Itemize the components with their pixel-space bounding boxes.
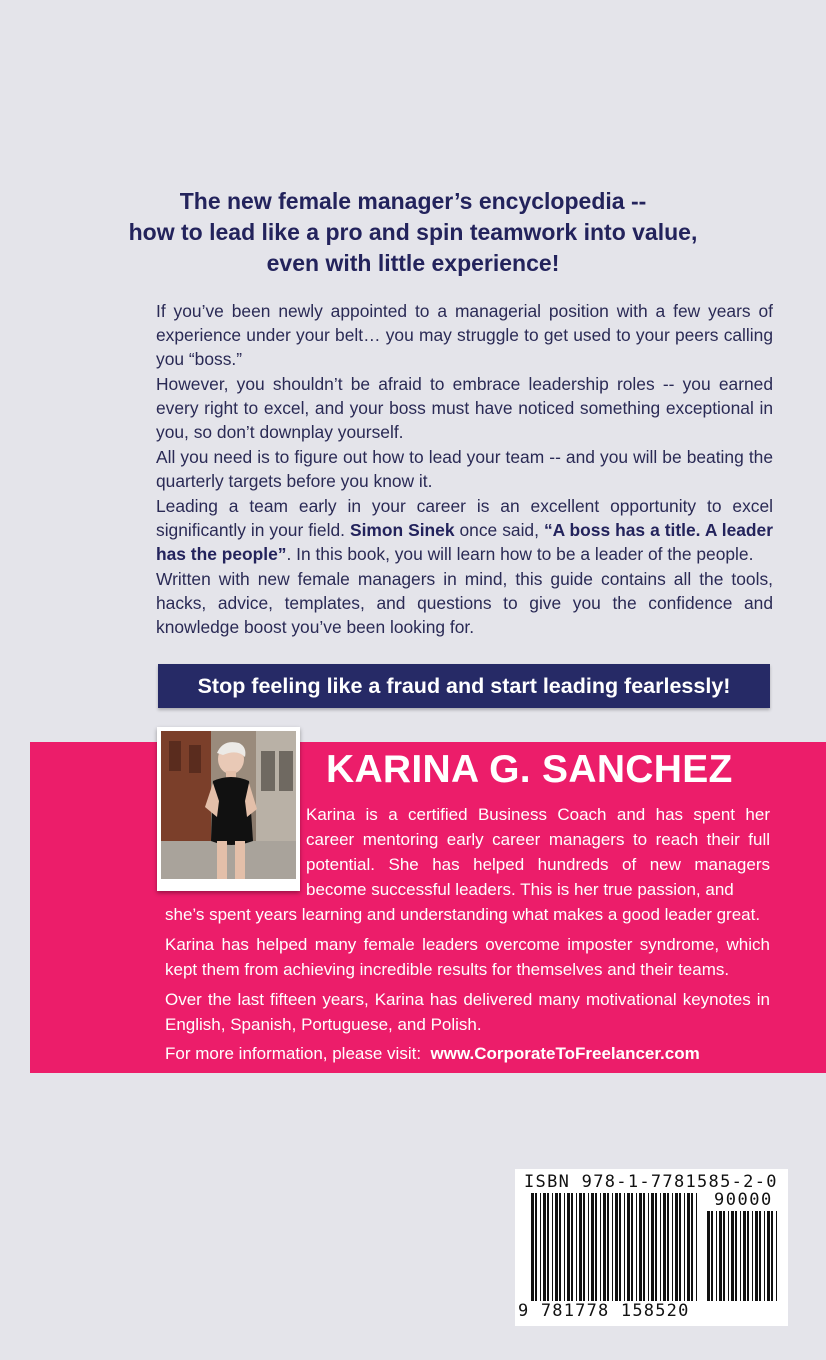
author-bio-3-text: Over the last fifteen years, Karina has delivered many motivational keynotes in English, Spanish, Portuguese, and Polish. <box>165 990 770 1034</box>
paragraph-5: Written with new female managers in mind, this guide contains all the tools, hacks, advice, templates, and questions to give you the confidence and knowledge boost you’ve been looking for. <box>156 569 773 637</box>
author-photo <box>157 727 300 891</box>
paragraph-1: If you’ve been newly appointed to a managerial position with a few years of experience under your belt… you may struggle to get used to your peers calling you “boss.” <box>156 301 773 369</box>
author-bio-1 <box>306 802 770 902</box>
headline <box>60 186 766 279</box>
author-name: KARINA G. SANCHEZ <box>326 748 733 791</box>
paragraph-3: All you need is to figure out how to lead your team -- and you will be beating the quarterly targets before you know it. <box>156 447 773 491</box>
author-bio-1-cont-text: she’s spent years learning and understanding what makes a good leader great. <box>165 905 761 924</box>
quote: “A boss has a title. A leader has the people” <box>156 520 773 564</box>
ean-digits: 9 781778 158520 <box>518 1301 690 1321</box>
author-bio-3 <box>165 987 770 1037</box>
headline-line-1: The new female manager’s encyclopedia -- <box>179 188 647 214</box>
description <box>156 299 773 640</box>
isbn-number: ISBN 978-1-7781585-2-0 <box>524 1172 778 1192</box>
author-bio-1-text: Karina is a certified Business Coach and has spent her career mentoring early career managers to reach their full potential. She has helped hundreds of new managers become successful leaders. This is her true passion, and <box>306 805 770 899</box>
paragraph-4-end: . In this book, you will learn how to be a leader of the people. <box>286 544 754 564</box>
quote-author: Simon Sinek <box>349 520 455 540</box>
paragraph-2: However, you shouldn’t be afraid to embrace leadership roles -- you earned every right to excel, and your boss must have noticed something exceptional in you, so don’t downplay yourself. <box>156 374 773 442</box>
author-bio-1-continued <box>165 902 770 927</box>
isbn-barcode <box>515 1169 788 1326</box>
author-bio-2 <box>165 932 770 982</box>
tagline-banner: Stop feeling like a fraud and start leading fearlessly! <box>158 664 770 708</box>
more-info <box>165 1041 770 1066</box>
author-bio-2-text: Karina has helped many female leaders overcome imposter syndrome, which kept them from achieving incredible results for themselves and their teams. <box>165 935 770 979</box>
paragraph-4-said: once said, <box>459 520 539 540</box>
more-info-label: For more information, please visit: <box>165 1044 422 1063</box>
author-photo-image <box>161 731 296 879</box>
paragraph-4 <box>156 494 773 566</box>
paragraph-4-start: Leading a team early in your career is an excellent opportunity to excel significantly in your field. <box>156 496 773 540</box>
price-code: 90000 <box>714 1190 773 1210</box>
headline-line-2: how to lead like a pro and spin teamwork into value, <box>128 219 698 245</box>
headline-line-3: even with little experience! <box>266 250 560 276</box>
website-link[interactable]: www.CorporateToFreelancer.com <box>430 1044 700 1063</box>
